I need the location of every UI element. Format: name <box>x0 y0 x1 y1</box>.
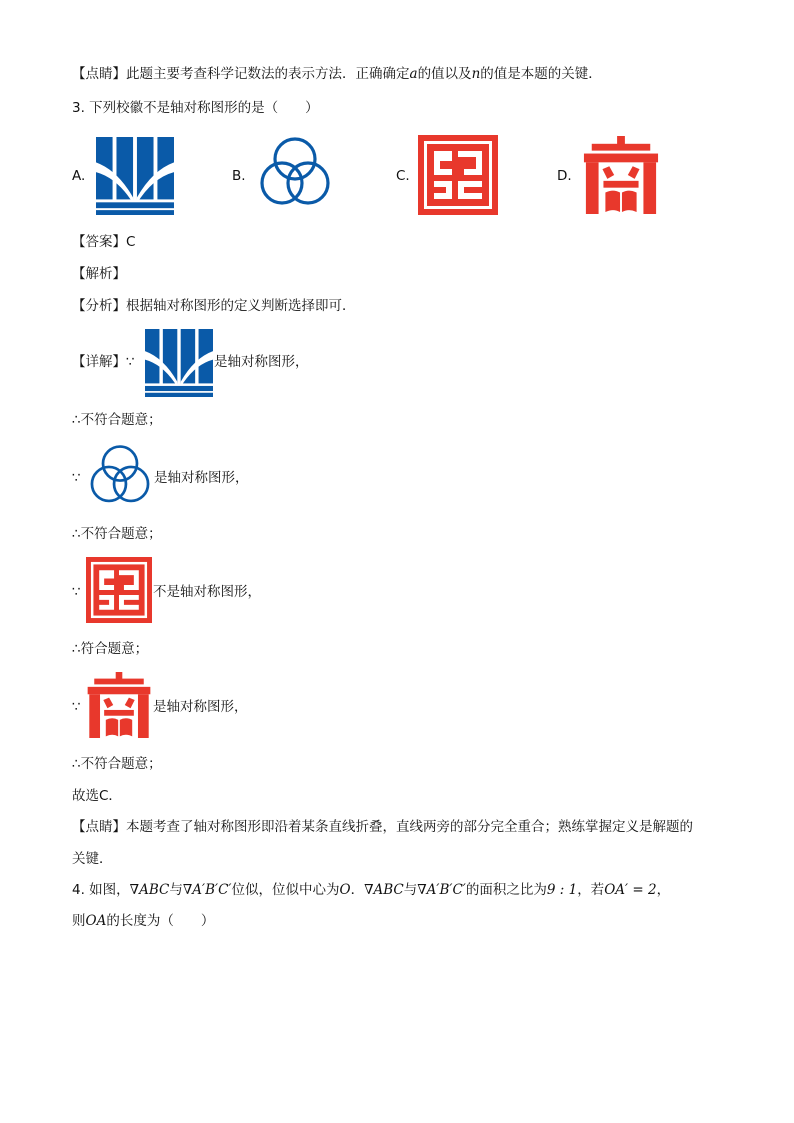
option-a-emblem <box>96 136 174 216</box>
question-4-line-1 <box>72 880 670 900</box>
q4-line2-b: 的长度为（ ） <box>106 913 215 929</box>
detail-row4-because: ∵ <box>72 699 81 715</box>
answer-line: 【答案】C <box>72 234 136 250</box>
option-b-emblem <box>255 136 335 216</box>
q4-part4: ． <box>350 882 365 898</box>
key-point-text-b: 的值以及 <box>417 66 472 82</box>
detail-row3-conclusion: ∴符合题意； <box>72 641 149 657</box>
q4-part3: 位似，位似中心为 <box>231 882 340 898</box>
detail-label: 【详解】∵ <box>72 354 135 370</box>
q4-segment-oa: OA <box>85 913 107 929</box>
option-d-emblem <box>582 134 660 216</box>
detail-row1-text: 是轴对称图形， <box>214 354 309 370</box>
q4-given: OA′ = 2 <box>604 882 657 898</box>
q4-part1: 4. 如图， <box>72 882 130 898</box>
q4-part8: ， <box>656 882 671 898</box>
var-n: n <box>471 66 481 82</box>
q4-part5: 与 <box>403 882 418 898</box>
option-c-emblem <box>418 134 498 216</box>
q4-part2: 与 <box>169 882 183 898</box>
option-c-label: C. <box>396 168 410 184</box>
option-b-label: B. <box>232 168 246 184</box>
detail-emblem-rings <box>86 444 154 512</box>
q4-part6: 的面积之比为 <box>465 882 547 898</box>
analysis-heading: 【解析】 <box>72 266 126 282</box>
q4-triangle-abc-prime: ∇A′B′C′ <box>182 882 232 898</box>
q4-line2-a: 则 <box>72 913 86 929</box>
detail-row3-text: 不是轴对称图形， <box>153 584 261 600</box>
question-3-stem: 3. 下列校徽不是轴对称图形的是（ ） <box>72 100 319 116</box>
remark-line-2: 关键． <box>72 851 113 867</box>
var-a: a <box>409 66 418 82</box>
detail-emblem-gate <box>86 670 152 740</box>
detail-row2-text: 是轴对称图形， <box>154 470 249 486</box>
q4-center-o: O <box>339 882 351 898</box>
question-4-line-2 <box>72 911 214 931</box>
q4-triangle-abc-2: ∇ABC <box>364 882 404 898</box>
key-point-text-c: 的值是本题的关键． <box>480 66 602 82</box>
option-d-label: D. <box>557 168 572 184</box>
q4-ratio: 9 : 1 <box>546 882 578 898</box>
key-point-label: 【点睛】 <box>72 66 126 82</box>
key-point-text-a: 此题主要考查科学记数法的表示方法．正确确定 <box>126 66 410 82</box>
option-a-label: A. <box>72 168 86 184</box>
key-point-line <box>72 64 602 84</box>
q4-part7: ，若 <box>577 882 605 898</box>
detail-emblem-seal <box>86 556 152 624</box>
detail-emblem-blue <box>145 328 213 398</box>
q4-triangle-abc-prime-2: ∇A′B′C′ <box>417 882 466 898</box>
remark-line-1: 【点睛】本题考查了轴对称图形即沿着某条直线折叠，直线两旁的部分完全重合；熟练掌握定义是解题的 <box>72 819 693 835</box>
final-choice: 故选C． <box>72 788 122 804</box>
analysis-line: 【分析】根据轴对称图形的定义判断选择即可． <box>72 298 356 314</box>
detail-row3-because: ∵ <box>72 584 81 600</box>
q4-triangle-abc: ∇ABC <box>129 882 170 898</box>
detail-row2-because: ∵ <box>72 470 81 486</box>
detail-row4-conclusion: ∴不符合题意； <box>72 756 162 772</box>
detail-row2-conclusion: ∴不符合题意； <box>72 526 162 542</box>
detail-row1-conclusion: ∴不符合题意； <box>72 412 162 428</box>
detail-row4-text: 是轴对称图形， <box>153 699 248 715</box>
